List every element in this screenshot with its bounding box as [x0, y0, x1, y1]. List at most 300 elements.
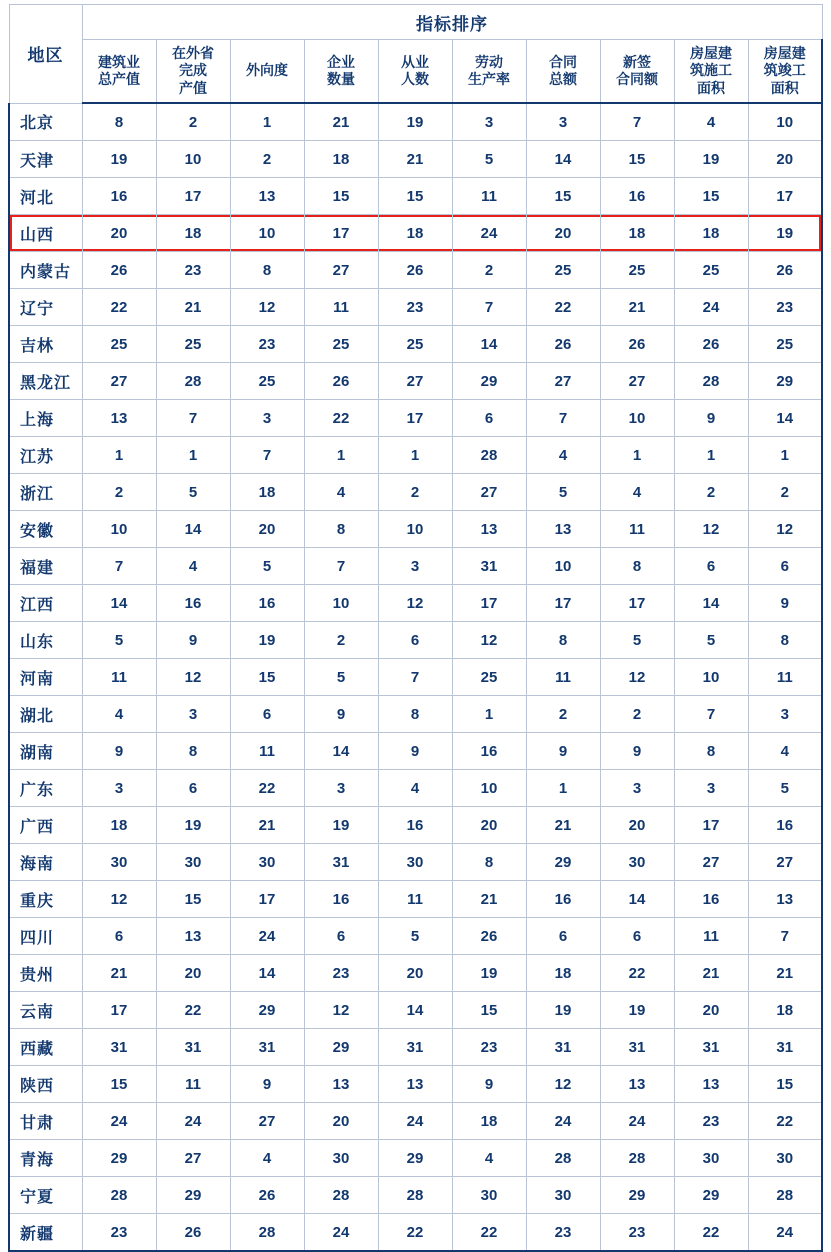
row-value-cell: 10 — [748, 103, 822, 141]
row-value-cell: 26 — [82, 252, 156, 289]
table-row — [9, 400, 822, 437]
row-value-cell: 30 — [82, 844, 156, 881]
row-value-cell: 22 — [600, 955, 674, 992]
row-value-cell: 21 — [674, 955, 748, 992]
row-value-cell: 15 — [600, 141, 674, 178]
row-value-cell: 7 — [230, 437, 304, 474]
table-row — [9, 844, 822, 881]
row-value-cell: 12 — [748, 511, 822, 548]
row-value-cell: 19 — [82, 141, 156, 178]
row-value-cell: 1 — [600, 437, 674, 474]
row-value-cell: 6 — [82, 918, 156, 955]
row-value-cell: 2 — [82, 474, 156, 511]
row-value-cell: 15 — [748, 1066, 822, 1103]
row-value-cell: 2 — [378, 474, 452, 511]
row-value-cell: 29 — [156, 1177, 230, 1214]
row-value-cell: 6 — [526, 918, 600, 955]
row-value-cell: 16 — [600, 178, 674, 215]
row-value-cell: 29 — [452, 363, 526, 400]
row-value-cell: 9 — [378, 733, 452, 770]
row-value-cell: 15 — [156, 881, 230, 918]
row-value-cell: 9 — [156, 622, 230, 659]
row-value-cell: 11 — [600, 511, 674, 548]
row-region-label: 黑龙江 — [9, 363, 82, 400]
row-value-cell: 27 — [82, 363, 156, 400]
row-value-cell: 19 — [600, 992, 674, 1029]
row-value-cell: 12 — [304, 992, 378, 1029]
row-value-cell: 8 — [378, 696, 452, 733]
row-value-cell: 8 — [452, 844, 526, 881]
row-value-cell: 16 — [156, 585, 230, 622]
row-value-cell: 8 — [304, 511, 378, 548]
row-value-cell: 13 — [156, 918, 230, 955]
row-value-cell: 31 — [304, 844, 378, 881]
row-value-cell: 28 — [674, 363, 748, 400]
header-col-7: 合同 总额 — [526, 40, 600, 104]
row-value-cell: 6 — [452, 400, 526, 437]
table-row — [9, 585, 822, 622]
row-value-cell: 7 — [378, 659, 452, 696]
row-value-cell: 29 — [674, 1177, 748, 1214]
row-value-cell: 29 — [600, 1177, 674, 1214]
row-value-cell: 28 — [452, 437, 526, 474]
row-value-cell: 20 — [82, 215, 156, 252]
row-value-cell: 20 — [526, 215, 600, 252]
row-region-label: 天津 — [9, 141, 82, 178]
row-value-cell: 11 — [526, 659, 600, 696]
row-value-cell: 22 — [156, 992, 230, 1029]
row-value-cell: 31 — [600, 1029, 674, 1066]
row-region-label: 青海 — [9, 1140, 82, 1177]
row-value-cell: 17 — [600, 585, 674, 622]
row-value-cell: 14 — [230, 955, 304, 992]
row-value-cell: 23 — [378, 289, 452, 326]
row-value-cell: 22 — [674, 1214, 748, 1252]
row-value-cell: 3 — [378, 548, 452, 585]
row-value-cell: 10 — [600, 400, 674, 437]
row-value-cell: 20 — [452, 807, 526, 844]
row-value-cell: 2 — [526, 696, 600, 733]
row-value-cell: 24 — [526, 1103, 600, 1140]
row-value-cell: 5 — [304, 659, 378, 696]
row-value-cell: 1 — [674, 437, 748, 474]
row-value-cell: 16 — [82, 178, 156, 215]
row-value-cell: 31 — [452, 548, 526, 585]
row-value-cell: 23 — [748, 289, 822, 326]
row-value-cell: 27 — [600, 363, 674, 400]
row-value-cell: 19 — [452, 955, 526, 992]
row-value-cell: 22 — [304, 400, 378, 437]
header-region: 地区 — [9, 5, 82, 104]
row-value-cell: 7 — [304, 548, 378, 585]
row-value-cell: 23 — [526, 1214, 600, 1252]
row-value-cell: 9 — [304, 696, 378, 733]
row-value-cell: 28 — [230, 1214, 304, 1252]
row-value-cell: 30 — [526, 1177, 600, 1214]
row-value-cell: 6 — [674, 548, 748, 585]
row-value-cell: 17 — [82, 992, 156, 1029]
row-value-cell: 9 — [674, 400, 748, 437]
row-value-cell: 9 — [526, 733, 600, 770]
row-value-cell: 20 — [230, 511, 304, 548]
row-value-cell: 27 — [304, 252, 378, 289]
row-value-cell: 26 — [156, 1214, 230, 1252]
row-region-label: 上海 — [9, 400, 82, 437]
row-value-cell: 14 — [600, 881, 674, 918]
row-region-label: 湖北 — [9, 696, 82, 733]
row-value-cell: 30 — [156, 844, 230, 881]
row-value-cell: 18 — [674, 215, 748, 252]
row-value-cell: 20 — [378, 955, 452, 992]
row-value-cell: 26 — [674, 326, 748, 363]
row-value-cell: 4 — [748, 733, 822, 770]
row-value-cell: 30 — [230, 844, 304, 881]
row-value-cell: 12 — [674, 511, 748, 548]
row-value-cell: 31 — [674, 1029, 748, 1066]
row-value-cell: 23 — [304, 955, 378, 992]
row-value-cell: 24 — [674, 289, 748, 326]
row-value-cell: 12 — [378, 585, 452, 622]
row-value-cell: 24 — [156, 1103, 230, 1140]
row-value-cell: 17 — [748, 178, 822, 215]
row-value-cell: 29 — [526, 844, 600, 881]
row-value-cell: 15 — [452, 992, 526, 1029]
row-value-cell: 19 — [304, 807, 378, 844]
row-value-cell: 2 — [452, 252, 526, 289]
row-region-label: 甘肃 — [9, 1103, 82, 1140]
header-col-2: 在外省 完成 产值 — [156, 40, 230, 104]
row-value-cell: 7 — [156, 400, 230, 437]
table-row — [9, 992, 822, 1029]
table-row — [9, 1214, 822, 1252]
table-row — [9, 622, 822, 659]
row-value-cell: 18 — [748, 992, 822, 1029]
row-value-cell: 5 — [526, 474, 600, 511]
row-region-label: 西藏 — [9, 1029, 82, 1066]
row-value-cell: 19 — [156, 807, 230, 844]
row-region-label: 贵州 — [9, 955, 82, 992]
row-value-cell: 25 — [82, 326, 156, 363]
row-value-cell: 23 — [674, 1103, 748, 1140]
header-group-title: 指标排序 — [82, 5, 822, 40]
row-value-cell: 24 — [600, 1103, 674, 1140]
row-value-cell: 1 — [230, 103, 304, 141]
row-value-cell: 1 — [452, 696, 526, 733]
row-value-cell: 29 — [230, 992, 304, 1029]
row-value-cell: 21 — [452, 881, 526, 918]
table-header — [9, 5, 822, 104]
row-value-cell: 31 — [378, 1029, 452, 1066]
row-value-cell: 16 — [378, 807, 452, 844]
row-value-cell: 14 — [82, 585, 156, 622]
row-value-cell: 12 — [526, 1066, 600, 1103]
row-value-cell: 20 — [748, 141, 822, 178]
row-region-label: 辽宁 — [9, 289, 82, 326]
row-value-cell: 15 — [378, 178, 452, 215]
row-value-cell: 25 — [600, 252, 674, 289]
row-value-cell: 8 — [156, 733, 230, 770]
row-value-cell: 11 — [230, 733, 304, 770]
row-value-cell: 6 — [304, 918, 378, 955]
row-value-cell: 16 — [674, 881, 748, 918]
table-row — [9, 1103, 822, 1140]
header-col-6: 劳动 生产率 — [452, 40, 526, 104]
row-value-cell: 7 — [674, 696, 748, 733]
row-value-cell: 25 — [230, 363, 304, 400]
row-value-cell: 20 — [674, 992, 748, 1029]
table-row — [9, 474, 822, 511]
row-value-cell: 10 — [452, 770, 526, 807]
row-value-cell: 12 — [156, 659, 230, 696]
row-value-cell: 6 — [748, 548, 822, 585]
row-value-cell: 2 — [674, 474, 748, 511]
row-value-cell: 16 — [452, 733, 526, 770]
row-region-label: 四川 — [9, 918, 82, 955]
row-value-cell: 8 — [526, 622, 600, 659]
row-value-cell: 11 — [82, 659, 156, 696]
row-value-cell: 18 — [82, 807, 156, 844]
row-value-cell: 19 — [526, 992, 600, 1029]
row-value-cell: 16 — [526, 881, 600, 918]
row-value-cell: 5 — [230, 548, 304, 585]
table-row — [9, 178, 822, 215]
row-value-cell: 8 — [230, 252, 304, 289]
row-value-cell: 30 — [600, 844, 674, 881]
header-col-5: 从业 人数 — [378, 40, 452, 104]
row-value-cell: 6 — [230, 696, 304, 733]
row-value-cell: 23 — [230, 326, 304, 363]
row-value-cell: 5 — [748, 770, 822, 807]
row-value-cell: 4 — [452, 1140, 526, 1177]
row-value-cell: 18 — [452, 1103, 526, 1140]
row-value-cell: 10 — [378, 511, 452, 548]
table-row — [9, 918, 822, 955]
row-region-label: 安徽 — [9, 511, 82, 548]
row-value-cell: 3 — [304, 770, 378, 807]
row-value-cell: 19 — [378, 103, 452, 141]
row-value-cell: 5 — [674, 622, 748, 659]
table-row — [9, 955, 822, 992]
row-value-cell: 27 — [230, 1103, 304, 1140]
row-value-cell: 31 — [526, 1029, 600, 1066]
row-region-label: 广西 — [9, 807, 82, 844]
row-value-cell: 3 — [748, 696, 822, 733]
row-value-cell: 23 — [156, 252, 230, 289]
row-region-label: 宁夏 — [9, 1177, 82, 1214]
row-value-cell: 3 — [674, 770, 748, 807]
row-value-cell: 13 — [526, 511, 600, 548]
row-value-cell: 24 — [378, 1103, 452, 1140]
row-value-cell: 18 — [378, 215, 452, 252]
row-value-cell: 5 — [452, 141, 526, 178]
row-value-cell: 4 — [304, 474, 378, 511]
row-value-cell: 25 — [748, 326, 822, 363]
table-row — [9, 1029, 822, 1066]
row-value-cell: 15 — [526, 178, 600, 215]
row-value-cell: 22 — [230, 770, 304, 807]
row-value-cell: 3 — [230, 400, 304, 437]
table-row — [9, 696, 822, 733]
header-col-8: 新签 合同额 — [600, 40, 674, 104]
row-value-cell: 18 — [230, 474, 304, 511]
row-value-cell: 17 — [674, 807, 748, 844]
row-value-cell: 29 — [748, 363, 822, 400]
row-value-cell: 11 — [748, 659, 822, 696]
row-value-cell: 25 — [378, 326, 452, 363]
row-region-label: 陕西 — [9, 1066, 82, 1103]
table-row — [9, 881, 822, 918]
row-value-cell: 22 — [526, 289, 600, 326]
table-row — [9, 548, 822, 585]
row-value-cell: 16 — [230, 585, 304, 622]
row-value-cell: 12 — [600, 659, 674, 696]
row-value-cell: 10 — [156, 141, 230, 178]
row-value-cell: 28 — [600, 1140, 674, 1177]
row-value-cell: 4 — [600, 474, 674, 511]
row-value-cell: 28 — [304, 1177, 378, 1214]
row-value-cell: 24 — [452, 215, 526, 252]
row-value-cell: 8 — [600, 548, 674, 585]
row-value-cell: 27 — [526, 363, 600, 400]
row-value-cell: 6 — [156, 770, 230, 807]
row-value-cell: 3 — [452, 103, 526, 141]
row-value-cell: 29 — [82, 1140, 156, 1177]
header-col-1: 建筑业 总产值 — [82, 40, 156, 104]
row-value-cell: 13 — [600, 1066, 674, 1103]
row-value-cell: 15 — [674, 178, 748, 215]
row-value-cell: 22 — [748, 1103, 822, 1140]
row-value-cell: 12 — [82, 881, 156, 918]
row-value-cell: 26 — [748, 252, 822, 289]
row-value-cell: 21 — [526, 807, 600, 844]
row-value-cell: 13 — [748, 881, 822, 918]
header-group-row — [9, 5, 822, 40]
row-region-label: 北京 — [9, 103, 82, 141]
row-value-cell: 21 — [230, 807, 304, 844]
row-value-cell: 27 — [452, 474, 526, 511]
row-value-cell: 7 — [452, 289, 526, 326]
row-value-cell: 3 — [156, 696, 230, 733]
row-region-label: 山东 — [9, 622, 82, 659]
row-value-cell: 28 — [526, 1140, 600, 1177]
row-value-cell: 25 — [674, 252, 748, 289]
row-value-cell: 15 — [230, 659, 304, 696]
row-value-cell: 10 — [526, 548, 600, 585]
row-region-label: 江苏 — [9, 437, 82, 474]
row-value-cell: 21 — [304, 103, 378, 141]
header-column-row — [9, 40, 822, 104]
row-value-cell: 14 — [156, 511, 230, 548]
row-region-label: 河南 — [9, 659, 82, 696]
row-value-cell: 31 — [230, 1029, 304, 1066]
row-value-cell: 20 — [156, 955, 230, 992]
row-value-cell: 17 — [526, 585, 600, 622]
row-value-cell: 21 — [748, 955, 822, 992]
row-value-cell: 25 — [526, 252, 600, 289]
header-col-9: 房屋建 筑施工 面积 — [674, 40, 748, 104]
row-value-cell: 18 — [600, 215, 674, 252]
row-value-cell: 18 — [156, 215, 230, 252]
row-value-cell: 24 — [82, 1103, 156, 1140]
row-value-cell: 29 — [378, 1140, 452, 1177]
row-value-cell: 13 — [452, 511, 526, 548]
row-value-cell: 28 — [156, 363, 230, 400]
row-value-cell: 12 — [230, 289, 304, 326]
row-value-cell: 2 — [156, 103, 230, 141]
row-value-cell: 1 — [748, 437, 822, 474]
row-value-cell: 2 — [748, 474, 822, 511]
header-col-10: 房屋建 筑竣工 面积 — [748, 40, 822, 104]
row-region-label: 新疆 — [9, 1214, 82, 1252]
header-col-3: 外向度 — [230, 40, 304, 104]
row-value-cell: 11 — [304, 289, 378, 326]
row-value-cell: 1 — [526, 770, 600, 807]
row-value-cell: 14 — [452, 326, 526, 363]
table-row — [9, 437, 822, 474]
row-value-cell: 30 — [304, 1140, 378, 1177]
row-value-cell: 23 — [82, 1214, 156, 1252]
row-value-cell: 9 — [600, 733, 674, 770]
row-value-cell: 15 — [304, 178, 378, 215]
row-value-cell: 4 — [82, 696, 156, 733]
row-value-cell: 13 — [378, 1066, 452, 1103]
row-value-cell: 26 — [600, 326, 674, 363]
row-value-cell: 26 — [452, 918, 526, 955]
row-value-cell: 30 — [748, 1140, 822, 1177]
row-value-cell: 13 — [304, 1066, 378, 1103]
row-value-cell: 11 — [674, 918, 748, 955]
row-value-cell: 14 — [674, 585, 748, 622]
row-value-cell: 24 — [230, 918, 304, 955]
row-value-cell: 13 — [230, 178, 304, 215]
row-value-cell: 24 — [748, 1214, 822, 1252]
row-value-cell: 9 — [748, 585, 822, 622]
row-value-cell: 15 — [82, 1066, 156, 1103]
row-value-cell: 30 — [452, 1177, 526, 1214]
row-value-cell: 9 — [82, 733, 156, 770]
table-row — [9, 103, 822, 141]
row-value-cell: 6 — [378, 622, 452, 659]
row-value-cell: 14 — [304, 733, 378, 770]
row-value-cell: 8 — [748, 622, 822, 659]
row-value-cell: 7 — [748, 918, 822, 955]
row-value-cell: 20 — [600, 807, 674, 844]
row-value-cell: 26 — [230, 1177, 304, 1214]
table-body — [9, 103, 822, 1251]
row-region-label: 福建 — [9, 548, 82, 585]
table-row — [9, 807, 822, 844]
row-region-label: 吉林 — [9, 326, 82, 363]
row-value-cell: 13 — [674, 1066, 748, 1103]
table-row — [9, 1177, 822, 1214]
row-value-cell: 25 — [304, 326, 378, 363]
table-row — [9, 659, 822, 696]
row-value-cell: 11 — [156, 1066, 230, 1103]
row-value-cell: 8 — [674, 733, 748, 770]
row-value-cell: 14 — [748, 400, 822, 437]
row-value-cell: 10 — [304, 585, 378, 622]
row-value-cell: 5 — [600, 622, 674, 659]
table-row — [9, 326, 822, 363]
row-value-cell: 17 — [304, 215, 378, 252]
row-value-cell: 25 — [156, 326, 230, 363]
row-region-label: 内蒙古 — [9, 252, 82, 289]
row-value-cell: 26 — [526, 326, 600, 363]
row-value-cell: 18 — [526, 955, 600, 992]
row-value-cell: 1 — [82, 437, 156, 474]
row-value-cell: 20 — [304, 1103, 378, 1140]
row-value-cell: 2 — [600, 696, 674, 733]
